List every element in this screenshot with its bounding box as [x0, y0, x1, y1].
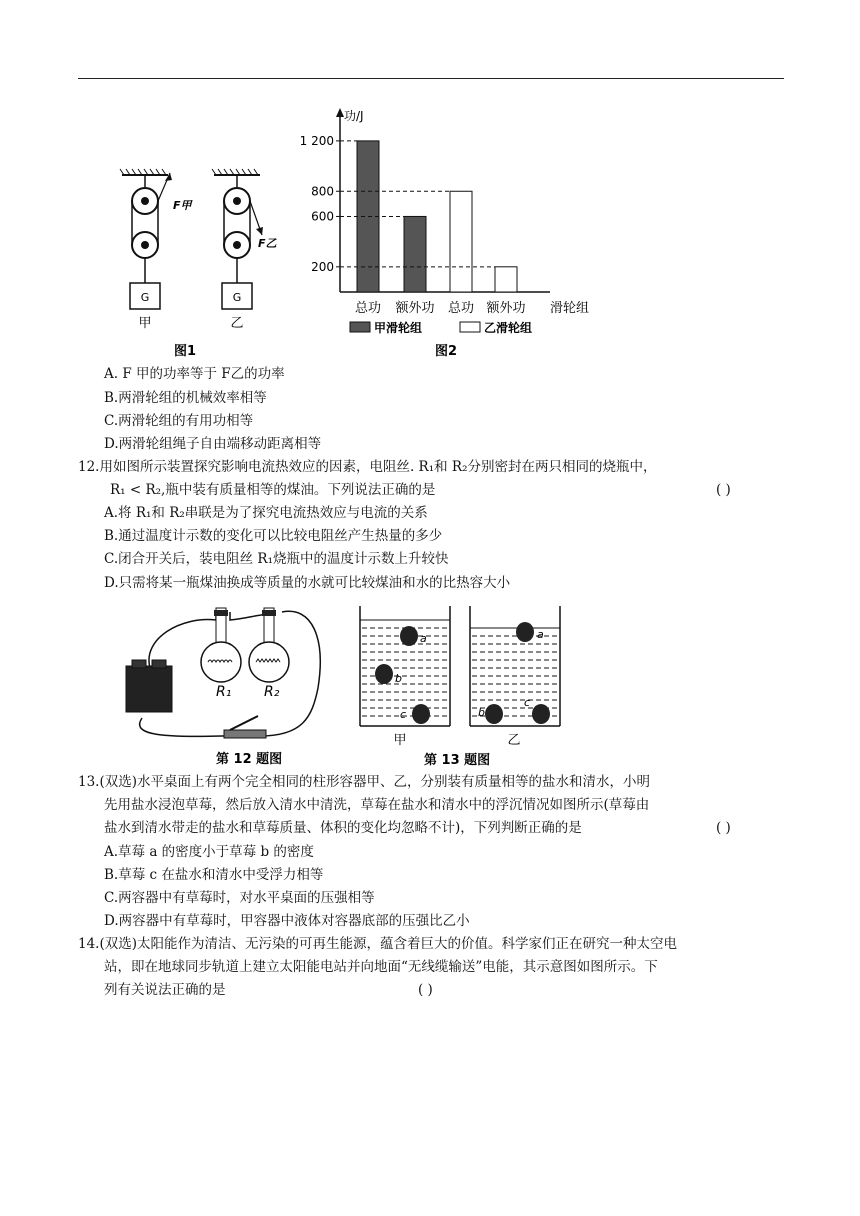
q11-option-a: A. F 甲的功率等于 F乙的功率 [104, 366, 285, 382]
header-rule [78, 78, 784, 79]
q13-stem-line-2: 先用盐水浸泡草莓，然后放入清水中清洗，草莓在盐水和清水中的浮沉情况如图所示(草莓由 [104, 797, 650, 813]
figure-13-caption: 第 13 题图 [424, 753, 491, 768]
label-c-yi: c [524, 696, 531, 709]
label-jia-13: 甲 [393, 733, 407, 748]
label-b-jia: b [395, 672, 402, 685]
strawberry-b-yi [485, 704, 503, 724]
y-tick-label: 600 [311, 209, 334, 224]
q14-stem-line-1: 14.(双选)太阳能作为清洁、无污染的可再生能源，蕴含着巨大的价值。科学家们正在研究一种太空电 [78, 936, 678, 952]
force-label-jia: F甲 [173, 199, 192, 212]
q13-stem-line-3: 盐水到清水带走的盐水和草莓质量、体积的变化均忽略不计)，下列判断正确的是 [104, 820, 582, 836]
x-category-label: 额外功 [395, 301, 435, 316]
q13-option-c: C.两容器中有草莓时，对水平桌面的压强相等 [104, 890, 375, 906]
legend-swatch-jia [350, 322, 370, 332]
container-yi [470, 606, 560, 748]
label-b-yi: b [478, 706, 485, 719]
r2-label: R₂ [264, 684, 280, 700]
figure-12-circuit [112, 598, 334, 768]
q12-option-d: D.只需将某一瓶煤油换成等质量的水就可比较煤油和水的比热容大小 [104, 575, 511, 591]
legend-swatch-yi [460, 322, 480, 332]
q12-stem-line-1: 12.用如图所示装置探究影响电流热效应的因素，电阻丝. R₁和 R₂分别密封在两只相同的烧瓶中， [78, 459, 657, 475]
figure-13-containers [354, 602, 574, 768]
bar-yi-3 [495, 267, 517, 292]
q14-answer-bracket: ( ) [418, 982, 433, 998]
label-a-yi: a [537, 628, 544, 641]
strawberry-c-jia [412, 704, 430, 724]
q13-option-b: B.草莓 c 在盐水和清水中受浮力相等 [104, 867, 324, 883]
chart-legend [350, 320, 532, 335]
x-category-label: 额外功 [486, 301, 526, 316]
label-yi: 乙 [230, 316, 244, 331]
label-c-jia: c [400, 708, 407, 721]
strawberry-c-yi [532, 704, 550, 724]
battery [126, 660, 172, 712]
r1-label: R₁ [216, 684, 232, 700]
bar-yi-2 [450, 191, 472, 292]
figure-12-caption: 第 12 题图 [216, 752, 283, 767]
figure-2-bar-chart [288, 100, 608, 362]
legend-label-jia: 甲滑轮组 [374, 321, 423, 335]
y-axis-label: 功/J [344, 109, 364, 123]
strawberry-b-jia [375, 664, 393, 684]
q11-option-d: D.两滑轮组绳子自由端移动距离相等 [104, 436, 322, 452]
q12-option-c: C.闭合开关后，装电阻丝 R₁烧瓶中的温度计示数上升较快 [104, 551, 449, 567]
q13-option-d: D.两容器中有草莓时，甲容器中液体对容器底部的压强比乙小 [104, 913, 470, 929]
strawberry-a-jia [400, 626, 418, 646]
weight-label-jia: G [140, 291, 150, 304]
q11-option-b: B.两滑轮组的机械效率相等 [104, 390, 267, 406]
q12-option-a: A.将 R₁和 R₂串联是为了探究电流热效应与电流的关系 [104, 505, 428, 521]
label-jia: 甲 [138, 316, 152, 331]
figure-1-pulleys [110, 165, 280, 365]
container-jia [360, 606, 450, 748]
q13-answer-bracket: ( ) [716, 820, 731, 836]
weight-label-yi: G [232, 291, 242, 304]
y-tick-label: 1 200 [299, 133, 334, 148]
label-a-jia: a [420, 632, 427, 645]
figure-2-caption: 图2 [434, 344, 458, 359]
legend-label-yi: 乙滑轮组 [484, 321, 533, 335]
q14-stem-line-2: 站，即在地球同步轨道上建立太阳能电站并向地面“无线缆输送”电能，其示意图如图所示。下 [104, 959, 658, 975]
y-tick-label: 800 [311, 184, 334, 199]
q13-option-a: A.草莓 a 的密度小于草莓 b 的密度 [104, 844, 314, 860]
strawberry-a-yi [516, 622, 534, 642]
bar-jia-1 [404, 216, 426, 292]
force-label-yi: F乙 [258, 237, 277, 250]
flask-r2 [249, 608, 289, 682]
q12-option-b: B.通过温度计示数的变化可以比较电阻丝产生热量的多少 [104, 528, 443, 544]
q11-option-c: C.两滑轮组的有用功相等 [104, 413, 254, 429]
figure-1-caption: 图1 [173, 344, 197, 359]
q13-stem-line-1: 13.(双选)水平桌面上有两个完全相同的柱形容器甲、乙，分别装有质量相等的盐水和清水，小明 [78, 774, 651, 790]
switch [224, 716, 266, 738]
x-category-label: 总功 [447, 301, 475, 316]
y-tick-label: 200 [311, 259, 334, 274]
x-category-label: 总功 [354, 301, 382, 316]
q12-answer-bracket: ( ) [716, 482, 731, 498]
label-yi-13: 乙 [507, 733, 521, 748]
x-axis-label: 滑轮组 [550, 301, 590, 316]
q14-stem-line-3: 列有关说法正确的是 [104, 982, 226, 998]
q12-stem-line-2: R₁ < R₂,瓶中装有质量相等的煤油。下列说法正确的是 [110, 482, 436, 498]
